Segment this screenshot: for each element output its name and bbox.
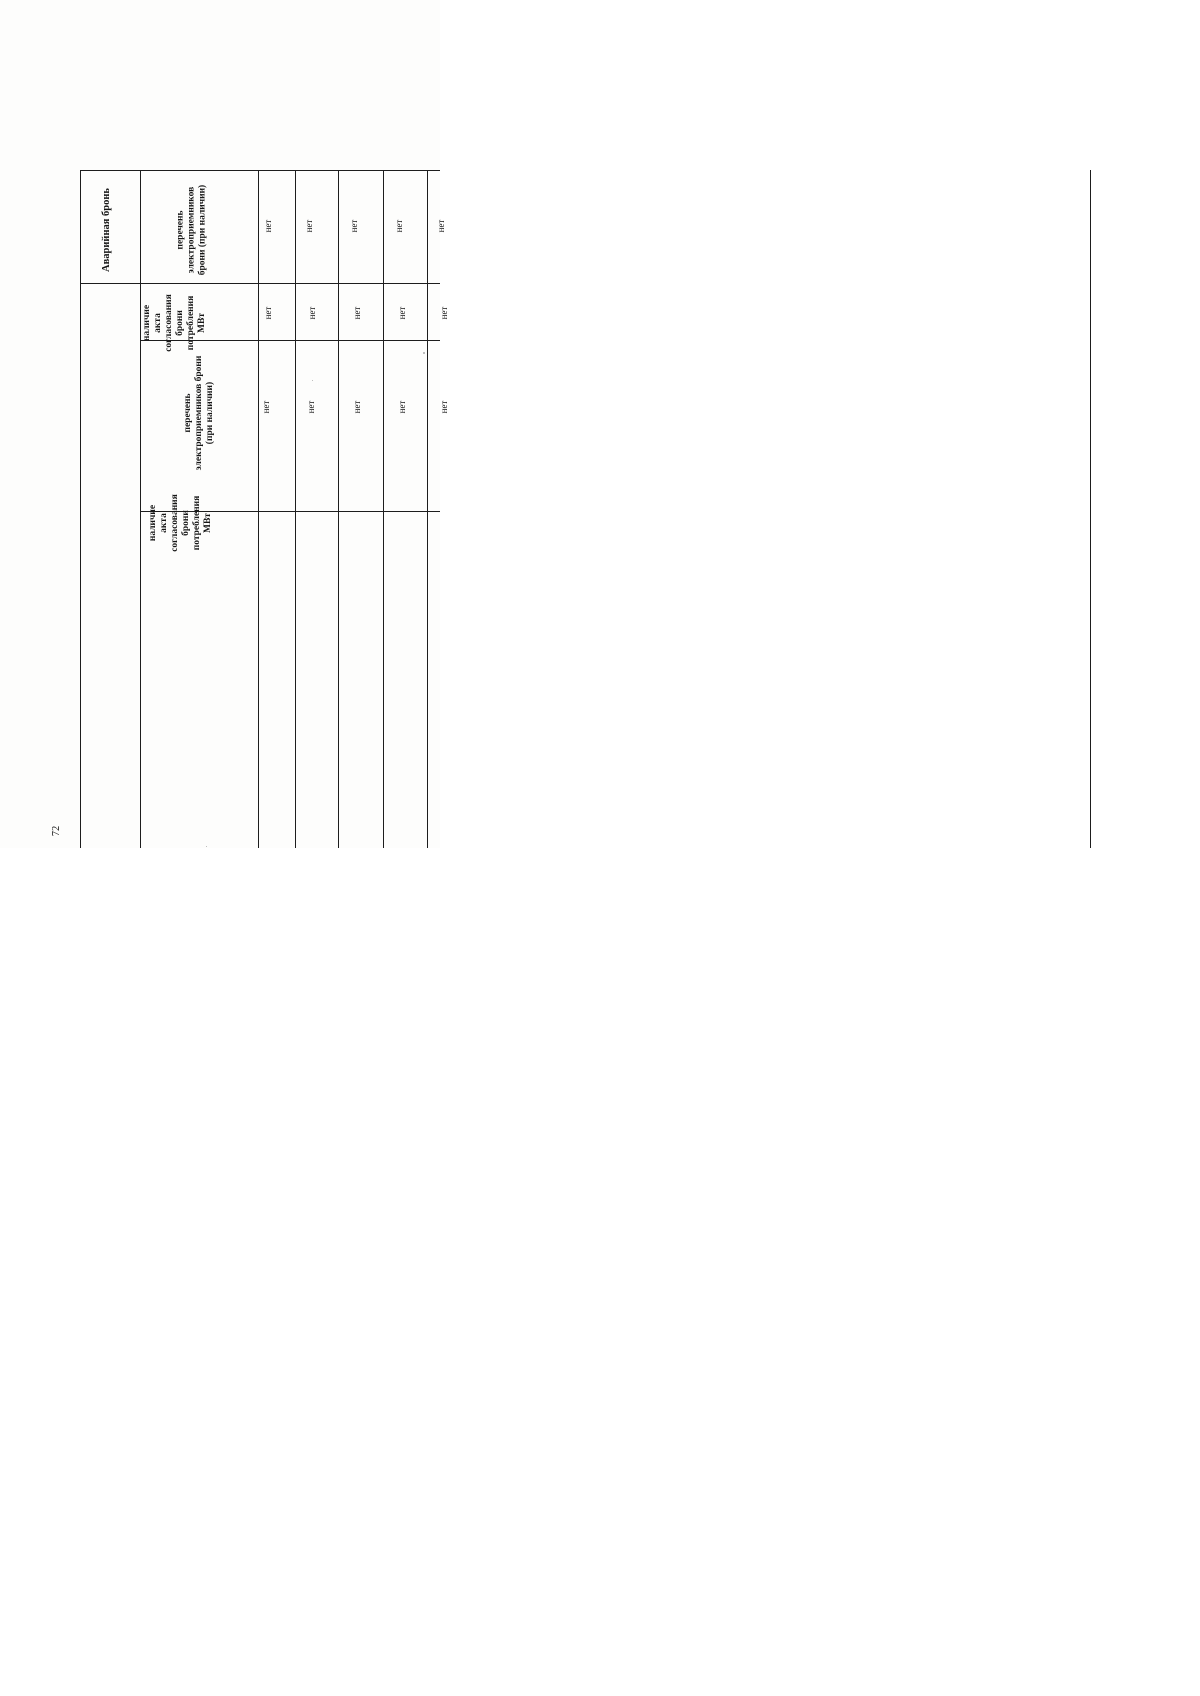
page-number: 72 — [51, 825, 62, 837]
row-separator — [295, 170, 296, 848]
row-separator — [338, 170, 339, 848]
tech-list-cell: нет — [305, 400, 316, 414]
row-separator — [383, 170, 384, 848]
emergency-list-heading: перечень электроприемников брони (при наличии) — [175, 184, 207, 276]
emergency-list-cell: нет — [348, 219, 359, 233]
emergency-act-cell: нет — [396, 306, 407, 320]
emergency-list-cell: нет — [262, 219, 273, 233]
tech-act-heading: наличие акта согласования брони потребления МВт — [148, 494, 213, 552]
emergency-list-cell: нет — [303, 219, 314, 233]
tech-list-cell: нет — [260, 400, 271, 414]
emergency-act-cell: нет — [306, 306, 317, 320]
emergency-reserve-heading: Аварийная бронь — [101, 188, 112, 272]
emergency-act-cell: нет — [351, 306, 362, 320]
emergency-list-cell: нет — [393, 219, 404, 233]
table-top-border — [80, 170, 440, 171]
row-separator — [427, 170, 428, 848]
tech-list-heading: перечень электроприемников брони (при наличии) — [182, 355, 215, 471]
scan-speck — [423, 352, 425, 354]
tech-list-cell: нет — [438, 400, 449, 414]
table-left-border — [80, 170, 81, 848]
emergency-list-cell: нет — [435, 219, 446, 233]
emergency-act-cell: нет — [262, 306, 273, 320]
header-divider — [140, 170, 141, 848]
header-subdivider — [258, 170, 259, 848]
emergency-act-cell: нет — [438, 306, 449, 320]
section-divider — [80, 283, 440, 284]
emergency-act-heading: наличие акта согласования брони потребления МВт — [142, 294, 207, 352]
scan-speck — [206, 846, 207, 847]
table-right-border — [1090, 170, 1091, 848]
scan-speck — [312, 380, 313, 381]
tech-list-cell: нет — [351, 400, 362, 414]
document-page — [0, 0, 449, 848]
tech-list-cell: нет — [396, 400, 407, 414]
